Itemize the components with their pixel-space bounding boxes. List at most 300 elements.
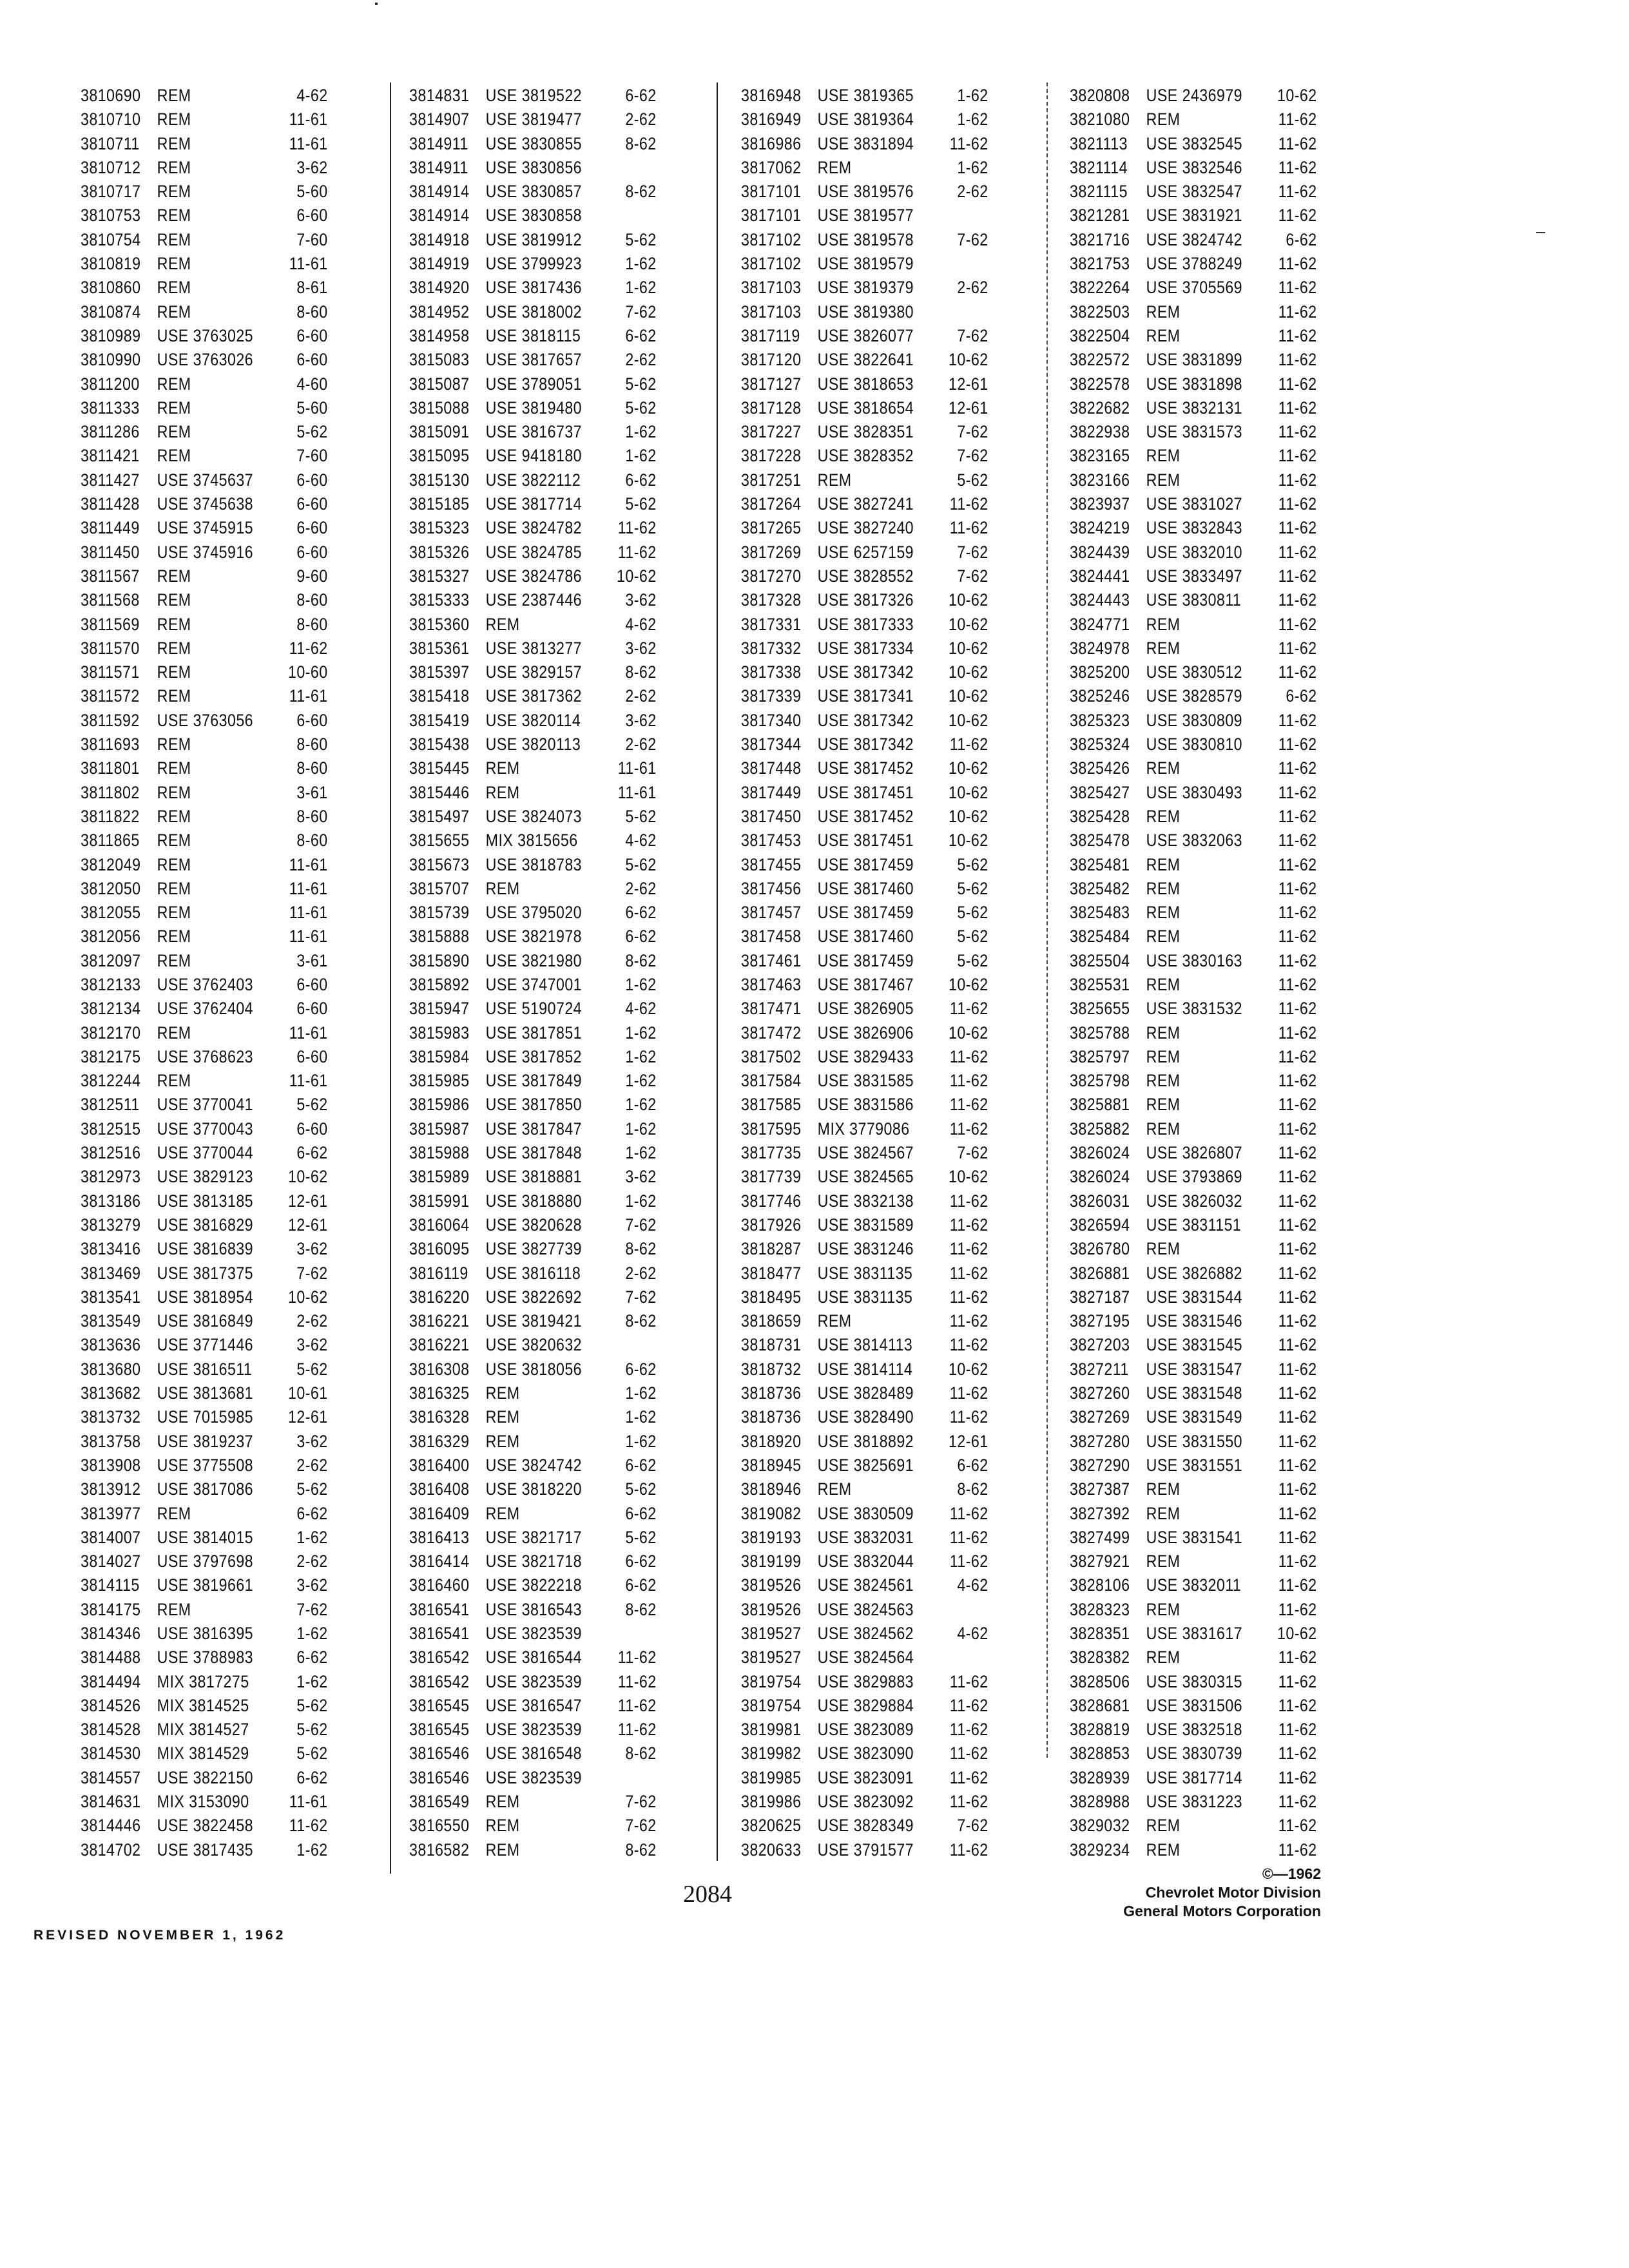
effective-date: 11-62 bbox=[1278, 950, 1317, 970]
part-number: 3817595 bbox=[741, 1119, 802, 1139]
disposition: USE 3818881 bbox=[485, 1167, 583, 1187]
part-number: 3819082 bbox=[741, 1503, 802, 1523]
part-number: 3815087 bbox=[409, 374, 470, 394]
effective-date: 5-62 bbox=[296, 1479, 328, 1499]
effective-date: 6-60 bbox=[296, 1046, 328, 1066]
disposition: REM bbox=[1146, 974, 1181, 994]
table-row bbox=[409, 516, 657, 540]
part-number: 3819527 bbox=[741, 1624, 802, 1643]
table-row bbox=[1070, 781, 1317, 805]
part-number: 3811286 bbox=[81, 422, 140, 442]
table-row bbox=[81, 1502, 328, 1526]
disposition: USE 3775508 bbox=[157, 1455, 254, 1475]
table-row bbox=[81, 1069, 328, 1093]
effective-date: 11-62 bbox=[1278, 1023, 1317, 1043]
disposition: USE 3831550 bbox=[1146, 1431, 1243, 1451]
disposition: USE 3745638 bbox=[157, 494, 254, 514]
disposition: REM bbox=[1146, 470, 1181, 490]
part-number: 3817472 bbox=[741, 1023, 802, 1043]
table-row bbox=[741, 1454, 988, 1477]
effective-date: 1-62 bbox=[625, 254, 657, 274]
table-row bbox=[409, 1622, 657, 1646]
table-row bbox=[1070, 1477, 1317, 1501]
table-row bbox=[741, 156, 988, 180]
effective-date: 11-61 bbox=[617, 758, 657, 778]
effective-date: 11-62 bbox=[1278, 735, 1317, 754]
effective-date: 6-62 bbox=[957, 1455, 988, 1475]
table-row bbox=[409, 684, 657, 708]
effective-date: 7-60 bbox=[296, 229, 328, 249]
part-number: 3817735 bbox=[741, 1143, 802, 1163]
part-number: 3817264 bbox=[741, 494, 802, 514]
disposition: REM bbox=[157, 1503, 191, 1523]
table-row bbox=[741, 756, 988, 780]
disposition: USE 3831551 bbox=[1146, 1455, 1243, 1475]
disposition: USE 3817852 bbox=[485, 1046, 583, 1066]
table-row bbox=[741, 516, 988, 540]
disposition: USE 3819477 bbox=[485, 110, 583, 130]
table-row bbox=[741, 949, 988, 973]
part-number: 3828681 bbox=[1070, 1695, 1130, 1715]
disposition: USE 3763056 bbox=[157, 710, 254, 730]
part-number: 3818736 bbox=[741, 1407, 802, 1427]
effective-date: 6-60 bbox=[296, 470, 328, 490]
disposition: USE 3770043 bbox=[157, 1119, 254, 1139]
effective-date: 11-62 bbox=[949, 1503, 988, 1523]
column-divider bbox=[717, 82, 718, 1861]
disposition: USE 3832545 bbox=[1146, 133, 1243, 153]
table-row bbox=[1070, 1141, 1317, 1165]
table-row bbox=[409, 733, 657, 756]
disposition: USE 3813277 bbox=[485, 638, 583, 658]
effective-date: 1-62 bbox=[296, 1671, 328, 1691]
effective-date: 5-62 bbox=[957, 854, 988, 874]
effective-date: 11-62 bbox=[949, 1527, 988, 1547]
part-number: 3817101 bbox=[741, 182, 802, 202]
part-number: 3810754 bbox=[81, 229, 141, 249]
part-number: 3812175 bbox=[81, 1046, 141, 1066]
part-number: 3825200 bbox=[1070, 662, 1130, 682]
part-number: 3825531 bbox=[1070, 974, 1130, 994]
disposition: USE 3817848 bbox=[485, 1143, 583, 1163]
table-row bbox=[741, 997, 988, 1021]
column-divider bbox=[1046, 82, 1048, 1758]
table-row bbox=[741, 1213, 988, 1237]
disposition: USE 3747001 bbox=[485, 974, 583, 994]
effective-date: 11-61 bbox=[289, 110, 328, 130]
part-number: 3827195 bbox=[1070, 1311, 1130, 1331]
disposition: USE 3817459 bbox=[817, 903, 914, 923]
table-row bbox=[741, 637, 988, 660]
copyright-year: ©—1962 bbox=[1262, 1865, 1321, 1882]
part-number: 3812973 bbox=[81, 1167, 141, 1187]
effective-date: 1-62 bbox=[957, 86, 988, 105]
effective-date: 8-62 bbox=[625, 662, 657, 682]
effective-date: 11-62 bbox=[1278, 1503, 1317, 1523]
disposition: USE 3828579 bbox=[1146, 686, 1243, 706]
disposition: REM bbox=[1146, 854, 1181, 874]
table-row bbox=[1070, 564, 1317, 588]
table-row bbox=[741, 348, 988, 372]
table-row bbox=[1070, 1262, 1317, 1285]
part-number: 3816064 bbox=[409, 1215, 470, 1235]
table-row bbox=[81, 348, 328, 372]
disposition: REM bbox=[157, 590, 191, 610]
effective-date: 11-62 bbox=[1278, 254, 1317, 274]
part-number: 3822572 bbox=[1070, 350, 1130, 370]
part-number: 3814918 bbox=[409, 229, 470, 249]
part-number: 3811428 bbox=[81, 494, 140, 514]
disposition: USE 5190724 bbox=[485, 999, 583, 1019]
part-number: 3813469 bbox=[81, 1263, 141, 1283]
disposition: MIX 3814525 bbox=[157, 1695, 249, 1715]
part-number: 3811822 bbox=[81, 806, 140, 826]
disposition: USE 3820632 bbox=[485, 1335, 583, 1355]
disposition: USE 3770041 bbox=[157, 1095, 254, 1115]
table-row bbox=[409, 276, 657, 300]
table-row bbox=[1070, 684, 1317, 708]
table-row bbox=[741, 1237, 988, 1261]
table-row bbox=[1070, 1189, 1317, 1213]
part-number: 3827392 bbox=[1070, 1503, 1130, 1523]
table-row bbox=[741, 324, 988, 348]
part-number: 3814115 bbox=[81, 1575, 140, 1595]
part-number: 3813977 bbox=[81, 1503, 141, 1523]
table-row bbox=[741, 588, 988, 612]
disposition: REM bbox=[1146, 1119, 1181, 1139]
disposition: USE 3821978 bbox=[485, 927, 583, 947]
table-row bbox=[1070, 925, 1317, 948]
disposition: REM bbox=[157, 806, 191, 826]
table-row bbox=[409, 1694, 657, 1718]
part-number: 3817450 bbox=[741, 806, 802, 826]
disposition: REM bbox=[485, 1792, 520, 1812]
effective-date: 11-62 bbox=[1278, 1599, 1317, 1619]
effective-date: 6-62 bbox=[625, 470, 657, 490]
table-row bbox=[81, 1670, 328, 1694]
disposition: USE 3828552 bbox=[817, 566, 914, 586]
effective-date: 3-62 bbox=[625, 590, 657, 610]
part-number: 3817458 bbox=[741, 927, 802, 947]
effective-date: 11-61 bbox=[289, 1023, 328, 1043]
disposition: USE 3822692 bbox=[485, 1287, 583, 1307]
part-number: 3813912 bbox=[81, 1479, 141, 1499]
part-number: 3817228 bbox=[741, 446, 802, 466]
effective-date: 8-62 bbox=[625, 1239, 657, 1259]
disposition: USE 3823539 bbox=[485, 1767, 583, 1787]
part-number: 3812170 bbox=[81, 1023, 141, 1043]
table-row bbox=[741, 733, 988, 756]
part-number: 3823166 bbox=[1070, 470, 1130, 490]
effective-date: 4-62 bbox=[625, 831, 657, 850]
disposition: USE 3823092 bbox=[817, 1792, 914, 1812]
effective-date: 10-62 bbox=[949, 614, 988, 634]
part-number: 3816546 bbox=[409, 1767, 470, 1787]
table-row bbox=[409, 132, 657, 156]
effective-date: 11-61 bbox=[289, 686, 328, 706]
disposition: REM bbox=[157, 927, 191, 947]
part-number: 3815397 bbox=[409, 662, 470, 682]
table-row bbox=[81, 180, 328, 204]
part-number: 3818736 bbox=[741, 1383, 802, 1403]
effective-date: 11-62 bbox=[1278, 157, 1317, 177]
effective-date: 11-62 bbox=[1278, 1648, 1317, 1667]
effective-date: 8-62 bbox=[625, 1311, 657, 1331]
part-number: 3816541 bbox=[409, 1624, 470, 1643]
part-number: 3814911 bbox=[409, 133, 468, 153]
table-row bbox=[1070, 1333, 1317, 1357]
effective-date: 11-62 bbox=[1278, 974, 1317, 994]
effective-date: 12-61 bbox=[288, 1407, 328, 1427]
disposition: REM bbox=[1146, 1095, 1181, 1115]
table-row bbox=[409, 564, 657, 588]
part-number: 3815707 bbox=[409, 878, 470, 898]
effective-date: 8-62 bbox=[625, 182, 657, 202]
disposition: USE 3817342 bbox=[817, 710, 914, 730]
effective-date: 1-62 bbox=[625, 1143, 657, 1163]
disposition: USE 3822458 bbox=[157, 1816, 254, 1836]
disposition: USE 3818880 bbox=[485, 1191, 583, 1211]
disposition: USE 3762404 bbox=[157, 999, 254, 1019]
part-number: 3825426 bbox=[1070, 758, 1130, 778]
part-number: 3828323 bbox=[1070, 1599, 1130, 1619]
part-number: 3816582 bbox=[409, 1840, 470, 1860]
table-row bbox=[1070, 252, 1317, 276]
disposition: USE 3817849 bbox=[485, 1071, 583, 1091]
part-number: 3812515 bbox=[81, 1119, 141, 1139]
part-number: 3816545 bbox=[409, 1720, 470, 1740]
effective-date: 6-60 bbox=[296, 974, 328, 994]
disposition: REM bbox=[1146, 446, 1181, 466]
effective-date: 1-62 bbox=[625, 1023, 657, 1043]
effective-date: 11-62 bbox=[1278, 1455, 1317, 1475]
effective-date: 11-62 bbox=[1278, 1552, 1317, 1571]
disposition: REM bbox=[1146, 638, 1181, 658]
disposition: USE 3816118 bbox=[485, 1263, 581, 1283]
effective-date: 11-62 bbox=[1278, 133, 1317, 153]
disposition: USE 3821980 bbox=[485, 950, 583, 970]
part-number: 3819982 bbox=[741, 1744, 802, 1763]
effective-date: 12-61 bbox=[949, 374, 988, 394]
table-row bbox=[1070, 348, 1317, 372]
part-number: 3817463 bbox=[741, 974, 802, 994]
effective-date: 1-62 bbox=[957, 157, 988, 177]
effective-date: 1-62 bbox=[296, 1840, 328, 1860]
effective-date: 5-62 bbox=[957, 950, 988, 970]
part-number: 3817062 bbox=[741, 157, 802, 177]
table-row bbox=[409, 180, 657, 204]
disposition: USE 3820113 bbox=[485, 735, 581, 754]
part-number: 3817227 bbox=[741, 422, 802, 442]
part-number: 3815095 bbox=[409, 446, 470, 466]
disposition: USE 3818115 bbox=[485, 325, 581, 345]
disposition: USE 3832011 bbox=[1146, 1575, 1242, 1595]
table-row bbox=[1070, 492, 1317, 516]
table-row bbox=[409, 781, 657, 805]
part-number: 3816986 bbox=[741, 133, 802, 153]
part-number: 3819193 bbox=[741, 1527, 802, 1547]
part-number: 3817103 bbox=[741, 278, 802, 298]
disposition: USE 3819522 bbox=[485, 86, 583, 105]
part-number: 3817102 bbox=[741, 229, 802, 249]
effective-date: 10-62 bbox=[949, 590, 988, 610]
part-number: 3814919 bbox=[409, 254, 470, 274]
table-row bbox=[409, 756, 657, 780]
table-row bbox=[81, 156, 328, 180]
part-number: 3817455 bbox=[741, 854, 802, 874]
table-row bbox=[409, 1670, 657, 1694]
disposition: MIX 3153090 bbox=[157, 1792, 249, 1812]
effective-date: 11-62 bbox=[949, 1671, 988, 1691]
table-row bbox=[81, 300, 328, 324]
effective-date: 7-62 bbox=[625, 1792, 657, 1812]
effective-date: 10-62 bbox=[288, 1287, 328, 1307]
disposition: USE 3817086 bbox=[157, 1479, 254, 1499]
table-row bbox=[409, 420, 657, 444]
effective-date: 6-60 bbox=[296, 999, 328, 1019]
effective-date: 1-62 bbox=[625, 1383, 657, 1403]
part-number: 3826594 bbox=[1070, 1215, 1130, 1235]
part-number: 3824771 bbox=[1070, 614, 1130, 634]
part-number: 3825427 bbox=[1070, 782, 1130, 802]
part-number: 3813682 bbox=[81, 1383, 141, 1403]
part-number: 3813186 bbox=[81, 1191, 141, 1211]
disposition: USE 3831586 bbox=[817, 1095, 914, 1115]
effective-date: 3-62 bbox=[625, 710, 657, 730]
part-number: 3810874 bbox=[81, 302, 141, 322]
disposition: REM bbox=[157, 86, 191, 105]
table-row bbox=[409, 84, 657, 108]
disposition: USE 3817460 bbox=[817, 878, 914, 898]
part-number: 3814907 bbox=[409, 110, 470, 130]
part-number: 3816329 bbox=[409, 1431, 470, 1451]
disposition: REM bbox=[1146, 1046, 1181, 1066]
table-row bbox=[1070, 1454, 1317, 1477]
part-number: 3815418 bbox=[409, 686, 470, 706]
table-row bbox=[1070, 733, 1317, 756]
effective-date: 11-62 bbox=[1278, 927, 1317, 947]
table-row bbox=[409, 492, 657, 516]
disposition: USE 3814113 bbox=[817, 1335, 913, 1355]
table-row bbox=[1070, 1790, 1317, 1814]
effective-date: 11-62 bbox=[617, 1720, 657, 1740]
table-row bbox=[1070, 1670, 1317, 1694]
disposition: USE 3745916 bbox=[157, 542, 254, 562]
effective-date: 11-62 bbox=[1278, 446, 1317, 466]
disposition: REM bbox=[157, 566, 191, 586]
part-number: 3825797 bbox=[1070, 1046, 1130, 1066]
table-row bbox=[1070, 1742, 1317, 1765]
table-row bbox=[409, 853, 657, 877]
disposition: REM bbox=[157, 950, 191, 970]
effective-date: 8-62 bbox=[625, 1744, 657, 1763]
table-row bbox=[741, 1117, 988, 1141]
effective-date: 4-62 bbox=[625, 614, 657, 634]
effective-date: 4-60 bbox=[296, 374, 328, 394]
part-number: 3815888 bbox=[409, 927, 470, 947]
effective-date: 6-62 bbox=[296, 1143, 328, 1163]
effective-date: 1-62 bbox=[625, 1119, 657, 1139]
table-row bbox=[81, 1189, 328, 1213]
disposition: USE 3817851 bbox=[485, 1023, 583, 1043]
disposition: REM bbox=[485, 1431, 520, 1451]
part-number: 3819526 bbox=[741, 1575, 802, 1595]
part-number: 3817127 bbox=[741, 374, 802, 394]
disposition: REM bbox=[1146, 1816, 1181, 1836]
table-row bbox=[81, 733, 328, 756]
part-number: 3815655 bbox=[409, 831, 470, 850]
part-number: 3811693 bbox=[81, 735, 140, 754]
disposition: REM bbox=[1146, 1239, 1181, 1259]
part-number: 3819754 bbox=[741, 1695, 802, 1715]
table-row bbox=[81, 1381, 328, 1405]
disposition: REM bbox=[817, 1479, 852, 1499]
effective-date: 11-62 bbox=[1278, 1143, 1317, 1163]
disposition: USE 3817714 bbox=[485, 494, 583, 514]
effective-date: 12-61 bbox=[288, 1215, 328, 1235]
table-row bbox=[741, 564, 988, 588]
effective-date: 2-62 bbox=[957, 182, 988, 202]
effective-date: 10-62 bbox=[1277, 1624, 1317, 1643]
effective-date: 11-62 bbox=[1278, 1359, 1317, 1379]
effective-date: 2-62 bbox=[625, 1263, 657, 1283]
effective-date: 10-62 bbox=[949, 710, 988, 730]
table-row bbox=[81, 1309, 328, 1333]
effective-date: 5-62 bbox=[625, 1527, 657, 1547]
part-number: 3816949 bbox=[741, 110, 802, 130]
effective-date: 10-62 bbox=[949, 831, 988, 850]
part-number: 3824219 bbox=[1070, 518, 1130, 538]
disposition: USE 3817342 bbox=[817, 662, 914, 682]
table-row bbox=[81, 1213, 328, 1237]
part-number: 3814494 bbox=[81, 1671, 141, 1691]
disposition: USE 3828489 bbox=[817, 1383, 914, 1403]
disposition: USE 3818002 bbox=[485, 302, 583, 322]
disposition: USE 3830857 bbox=[485, 182, 583, 202]
disposition: USE 3817334 bbox=[817, 638, 914, 658]
part-number: 3815892 bbox=[409, 974, 470, 994]
part-number: 3827260 bbox=[1070, 1383, 1130, 1403]
disposition: USE 3762403 bbox=[157, 974, 254, 994]
table-row bbox=[409, 1502, 657, 1526]
disposition: USE 3824073 bbox=[485, 806, 583, 826]
table-row bbox=[81, 228, 328, 252]
table-row bbox=[1070, 1237, 1317, 1261]
disposition: USE 3831573 bbox=[1146, 422, 1243, 442]
disposition: USE 3817342 bbox=[817, 735, 914, 754]
table-row bbox=[741, 684, 988, 708]
part-number: 3815361 bbox=[409, 638, 470, 658]
table-row bbox=[409, 1285, 657, 1309]
part-number: 3817746 bbox=[741, 1191, 802, 1211]
effective-date: 6-62 bbox=[296, 1503, 328, 1523]
table-row bbox=[1070, 1766, 1317, 1790]
part-number: 3818287 bbox=[741, 1239, 802, 1259]
effective-date: 6-62 bbox=[625, 1552, 657, 1571]
table-row bbox=[81, 637, 328, 660]
effective-date: 12-61 bbox=[949, 398, 988, 418]
effective-date: 7-62 bbox=[625, 1215, 657, 1235]
disposition: USE 3816849 bbox=[157, 1311, 254, 1331]
part-number: 3814528 bbox=[81, 1720, 141, 1740]
effective-date: 5-62 bbox=[957, 903, 988, 923]
disposition: USE 3830493 bbox=[1146, 782, 1243, 802]
table-row bbox=[81, 396, 328, 420]
part-number: 3817461 bbox=[741, 950, 802, 970]
disposition: REM bbox=[157, 110, 191, 130]
part-number: 3815326 bbox=[409, 542, 470, 562]
effective-date: 11-62 bbox=[949, 518, 988, 538]
